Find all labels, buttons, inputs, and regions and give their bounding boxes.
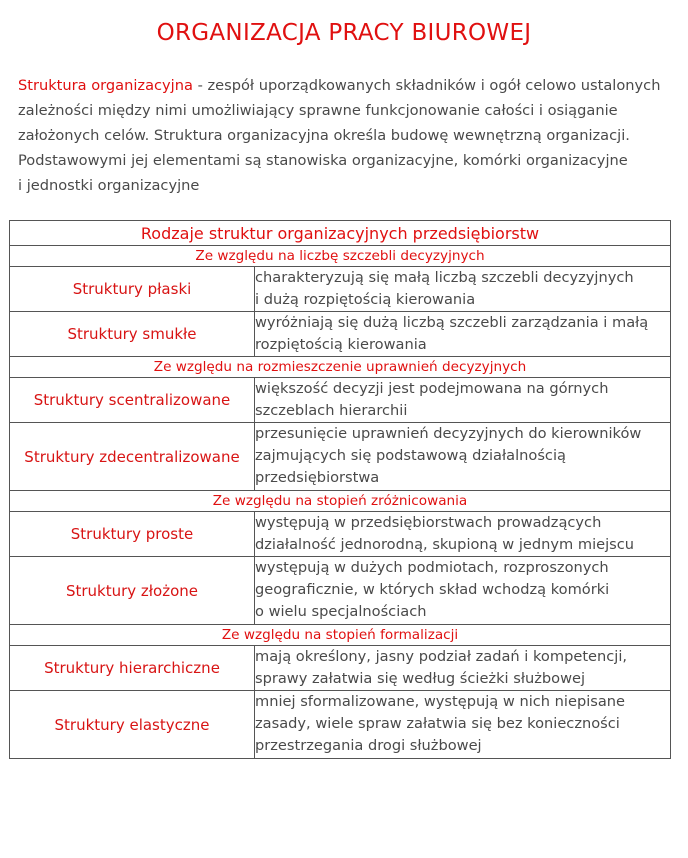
- intro-line: Struktura organizacyjna - zespół uporządkowanych składników i ogół celowo ustalonych: [18, 77, 661, 94]
- section-row: [10, 625, 671, 646]
- page-title: ORGANIZACJA PRACY BIUROWEJ: [156, 20, 532, 46]
- structure-description: większość decyzji jest podejmowana na górnych szczeblach hierarchii: [255, 378, 671, 423]
- section-row: [10, 491, 671, 512]
- table-row: [10, 267, 671, 312]
- intro-line: zależności między nimi umożliwiający sprawne funkcjonowanie całości i osiąganie: [18, 102, 618, 119]
- structure-description: charakteryzują się małą liczbą szczebli decyzyjnych i dużą rozpiętością kierowania: [255, 267, 671, 312]
- section-heading: Ze względu na rozmieszczenie uprawnień decyzyjnych: [10, 357, 671, 378]
- intro-line: założonych celów. Struktura organizacyjna określa budowę wewnętrzną organizacji.: [18, 127, 630, 144]
- structure-description: przesunięcie uprawnień decyzyjnych do kierowników zajmujących się podstawową działalnością przedsiębiorstwa: [255, 423, 671, 491]
- table-row: [10, 378, 671, 423]
- table-header-row: [10, 221, 671, 246]
- structure-name: Struktury zdecentralizowane: [10, 423, 255, 491]
- structure-name: Struktury złożone: [10, 557, 255, 625]
- structure-name: Struktury proste: [10, 512, 255, 557]
- table-row: [10, 423, 671, 491]
- table-title: Rodzaje struktur organizacyjnych przedsiębiorstw: [10, 221, 671, 246]
- section-row: [10, 246, 671, 267]
- structure-description: występują w dużych podmiotach, rozproszonych geograficznie, w których skład wchodzą komórki o wielu specjalnościach: [255, 557, 671, 625]
- section-heading: Ze względu na stopień zróżnicowania: [10, 491, 671, 512]
- intro-paragraph: [18, 73, 678, 198]
- structure-description: występują w przedsiębiorstwach prowadzących działalność jednorodną, skupioną w jednym miejscu: [255, 512, 671, 557]
- structure-description: wyróżniają się dużą liczbą szczebli zarządzania i małą rozpiętością kierowania: [255, 312, 671, 357]
- table-row: [10, 312, 671, 357]
- table-row: [10, 512, 671, 557]
- intro-line: i jednostki organizacyjne: [18, 177, 200, 194]
- table-row: [10, 691, 671, 759]
- structure-name: Struktury hierarchiczne: [10, 646, 255, 691]
- structure-name: Struktury płaski: [10, 267, 255, 312]
- table-row: [10, 557, 671, 625]
- structure-description: mniej sformalizowane, występują w nich niepisane zasady, wiele spraw załatwia się bez konieczności przestrzegania drogi służbowej: [255, 691, 671, 759]
- intro-term: Struktura organizacyjna: [18, 77, 193, 94]
- structure-name: Struktury smukłe: [10, 312, 255, 357]
- section-row: [10, 357, 671, 378]
- section-heading: Ze względu na liczbę szczebli decyzyjnych: [10, 246, 671, 267]
- structure-name: Struktury elastyczne: [10, 691, 255, 759]
- structure-description: mają określony, jasny podział zadań i kompetencji, sprawy załatwia się według ścieżki służbowej: [255, 646, 671, 691]
- intro-line: Podstawowymi jej elementami są stanowiska organizacyjne, komórki organizacyjne: [18, 152, 628, 169]
- table-row: [10, 646, 671, 691]
- section-heading: Ze względu na stopień formalizacji: [10, 625, 671, 646]
- structures-table: [9, 220, 671, 759]
- structure-name: Struktury scentralizowane: [10, 378, 255, 423]
